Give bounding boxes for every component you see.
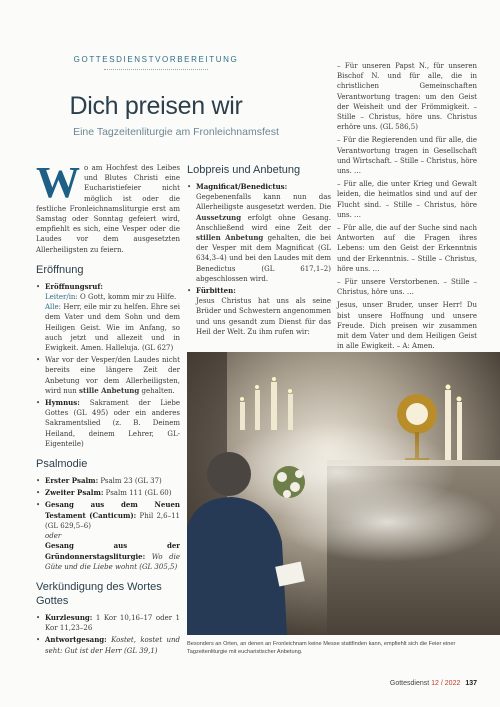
- list-item: • Magnificat/Benedictus: Gegebenenfalls kann nun das Allerheiligste ausgesetzt werden. Die Aussetzung erfolgt ohne Gesang. Anschließend wird eine Zeit der stillen Anbetung gehalten, die bei der Vesper mit dem Magnificat (GL 634,3–4) und bei den Laudes mit dem Benedictus (GL 617,1–2) abgeschlossen wird.: [187, 182, 331, 284]
- kicker-divider: [104, 69, 208, 70]
- lobpreis-list: [187, 182, 331, 337]
- verkuendigung-list: [36, 613, 180, 656]
- heading-verkuendigung: Verkündigung des Wortes Gottes: [36, 580, 162, 607]
- photo-caption: Besonders an Orten, an denen an Fronleichnam keine Messe stattfinden kann, empfiehlt sich die Feier einer Tagzeitenliturgie mit eucharistischer Anbetung.: [187, 641, 456, 655]
- page-number: 137: [465, 680, 477, 687]
- drop-cap: W: [36, 158, 80, 207]
- text-column-1: [36, 158, 180, 659]
- intro-paragraph: Wo am Hochfest des Leibes und Blutes Christi eine Eucharistiefeier nicht möglich ist oder die festliche Fronleichnamsliturgie erst am Samstag oder Sonntag gefeiert wird, empfiehlt es sich, eine Vesper oder die Laudes vor dem ausgesetzten Allerheiligsten zu feiern.: [36, 158, 180, 254]
- photo-illustration: [187, 352, 500, 635]
- list-item: • Kurzlesung: 1 Kor 10,16–17 oder 1 Kor 11,23–26: [36, 613, 180, 633]
- petition-4: – Für alle, die auf der Suche sind nach Antworten auf die Fragen ihres Lebens: um den Geist der Erkenntnis und der Erkenntnis. – Stille – Christus, höre uns. …: [337, 224, 477, 273]
- list-item: • War vor der Vesper/den Laudes nicht bereits eine längere Zeit der Anbetung vor dem Allerheiligsten, wird nun stille Anbetung gehalten.: [36, 355, 180, 396]
- page-footer: [390, 680, 477, 687]
- closing-prayer: Jesus, unser Bruder, unser Herr! Du bist unsere Hoffnung und unsere Freude. Dich preisen wir zusammen mit dem Vater und dem Heiligen Geist in alle Ewigkeit. – A: Amen.: [337, 301, 477, 351]
- text-column-2: [187, 161, 331, 340]
- list-item: • Zweiter Psalm: Psalm 111 (GL 60): [36, 488, 180, 498]
- heading-lobpreis: Lobpreis und Anbetung: [187, 164, 301, 176]
- eroeffnung-list: [36, 282, 180, 449]
- text-column-3: [337, 61, 477, 388]
- magazine-name: Gottesdienst: [389, 680, 430, 687]
- section-kicker: GOTTESDIENSTVORBEREITUNG: [73, 55, 239, 64]
- heading-psalmodie: Psalmodie: [36, 458, 88, 471]
- psalmodie-list: [36, 476, 180, 572]
- issue-number: 12 / 2022: [431, 680, 461, 687]
- heading-eroeffnung: Eröffnung: [36, 263, 84, 276]
- petition-3: – Für alle, die unter Krieg und Gewalt leiden, die heimatlos sind und auf der Flucht sind. – Stille – Christus, höre uns. …: [337, 180, 477, 219]
- list-item: • Fürbitten: Jesus Christus hat uns als seine Brüder und Schwestern angenommen und uns gesandt zum Dienst für das Heil der Welt. Zu ihm rufen wir:: [187, 286, 331, 337]
- list-item: • Hymnus: Sakrament der Liebe Gottes (GL 495) oder ein anderes Sakramentslied (z. B. Deinem Heiland, deinem Lehrer, GL-Eigenteile): [36, 398, 180, 449]
- list-item: • Eröffnungsruf: Leiter/in: O Gott, komm mir zu Hilfe. Alle: Herr, eile mir zu helfen. Ehre sei dem Vater und dem Sohn und dem Heiligen Geist. Wie im Anfang, so auch jetzt und allezeit und in Ewigkeit. Amen. Halleluja. (GL 627): [36, 282, 180, 353]
- article-title: Dich preisen wir: [69, 92, 243, 120]
- petition-1: – Für unseren Papst N., für unseren Bischof N. und für alle, die in christlichen Gemeinschaften Verantwortung tragen: um den Geist der Weisheit und der Frömmigkeit. – Stille – Christus, höre uns. Christus erhöre uns. (GL 586,5): [337, 62, 477, 132]
- list-item: • Gesang aus dem Neuen Testament (Canticum): Phil 2,6–11 (GL 629,5–6) oder Gesang aus der Gründonnerstagsliturgie: Wo die Güte und die Liebe wohnt (GL 305,5): [36, 500, 180, 571]
- list-item: • Antwortgesang: Kostet, kostet und seht: Gut ist der Herr (GL 39,1): [36, 635, 180, 655]
- article-subtitle: Eine Tagzeitenliturgie am Fronleichnamsfest: [73, 126, 279, 138]
- adoration-photo: [187, 352, 500, 635]
- list-item: • Erster Psalm: Psalm 23 (GL 37): [36, 476, 180, 486]
- petition-2: – Für die Regierenden und für alle, die Verantwortung tragen in Gesellschaft und Wirtschaft. – Stille – Christus, höre uns. …: [337, 136, 477, 176]
- petition-5: – Für unsere Verstorbenen. – Stille – Christus, höre uns. …: [337, 278, 477, 297]
